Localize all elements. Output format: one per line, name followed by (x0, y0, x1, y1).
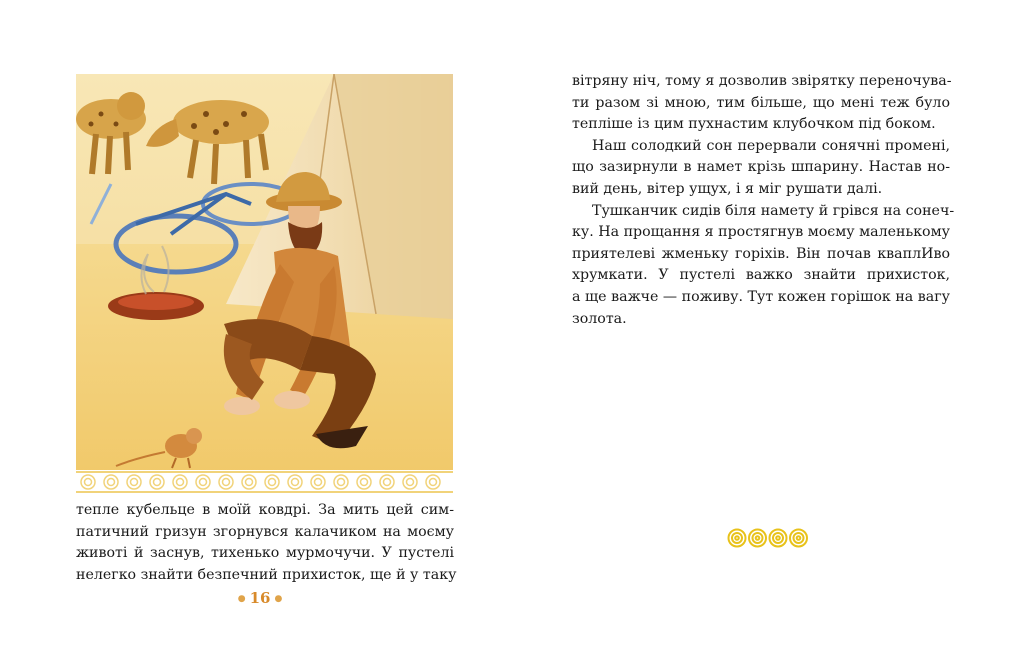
paragraph (572, 71, 950, 136)
page-number (230, 589, 290, 607)
text-line: тепліше із цим пухнастим клубочком під боком. (572, 116, 936, 133)
text-line: хрумкати. У пустелі важко знайти прихисток, (572, 267, 950, 284)
text-line: вітряну ніч, тому я дозволив звірятку переночува- (572, 73, 952, 89)
text-line: приятелеві жменьку горіхів. Він почав кваплИво (572, 245, 950, 262)
paragraph (76, 500, 457, 586)
text-line: золота. (572, 310, 627, 327)
text-line: вий день, вітер ущух, і я міг рушати далі. (572, 180, 883, 197)
illustration-traveler-with-jerboa (76, 74, 453, 494)
text-line: тепле кубельце в моїй ковдрі. За мить цей сим- (76, 502, 454, 518)
left-page-text (76, 500, 457, 586)
paragraph (572, 136, 950, 201)
page-number-value: 16 (249, 589, 271, 607)
text-line: Тушканчик сидів біля намету й грівся на сонеч- (592, 202, 955, 219)
text-line: а ще важче — поживу. Тут кожен горішок на вагу (572, 288, 950, 305)
page-number-dot-left: ● (237, 594, 246, 604)
text-line: ку. На прощання я простягнув моєму маленькому (572, 224, 950, 241)
text-line: що зазирнули в намет крізь шпарину. Настав но- (572, 159, 950, 176)
text-line: животі й заснув, тихенько мурмочучи. У пустелі (76, 545, 454, 562)
text-line: Наш солодкий сон перервали сонячні промені, (592, 137, 950, 154)
text-line: ти разом зі мною, тим більше, що мені теж було (572, 94, 950, 111)
paragraph (572, 201, 955, 331)
right-page-text (572, 71, 955, 330)
text-line: нелегко знайти безпечний прихисток, ще й у таку (76, 566, 457, 583)
page-number-dot-right: ● (274, 594, 283, 604)
spiral-ornament-icon (727, 528, 809, 548)
text-line: патичний гризун згорнувся калачиком на моєму (76, 523, 454, 540)
